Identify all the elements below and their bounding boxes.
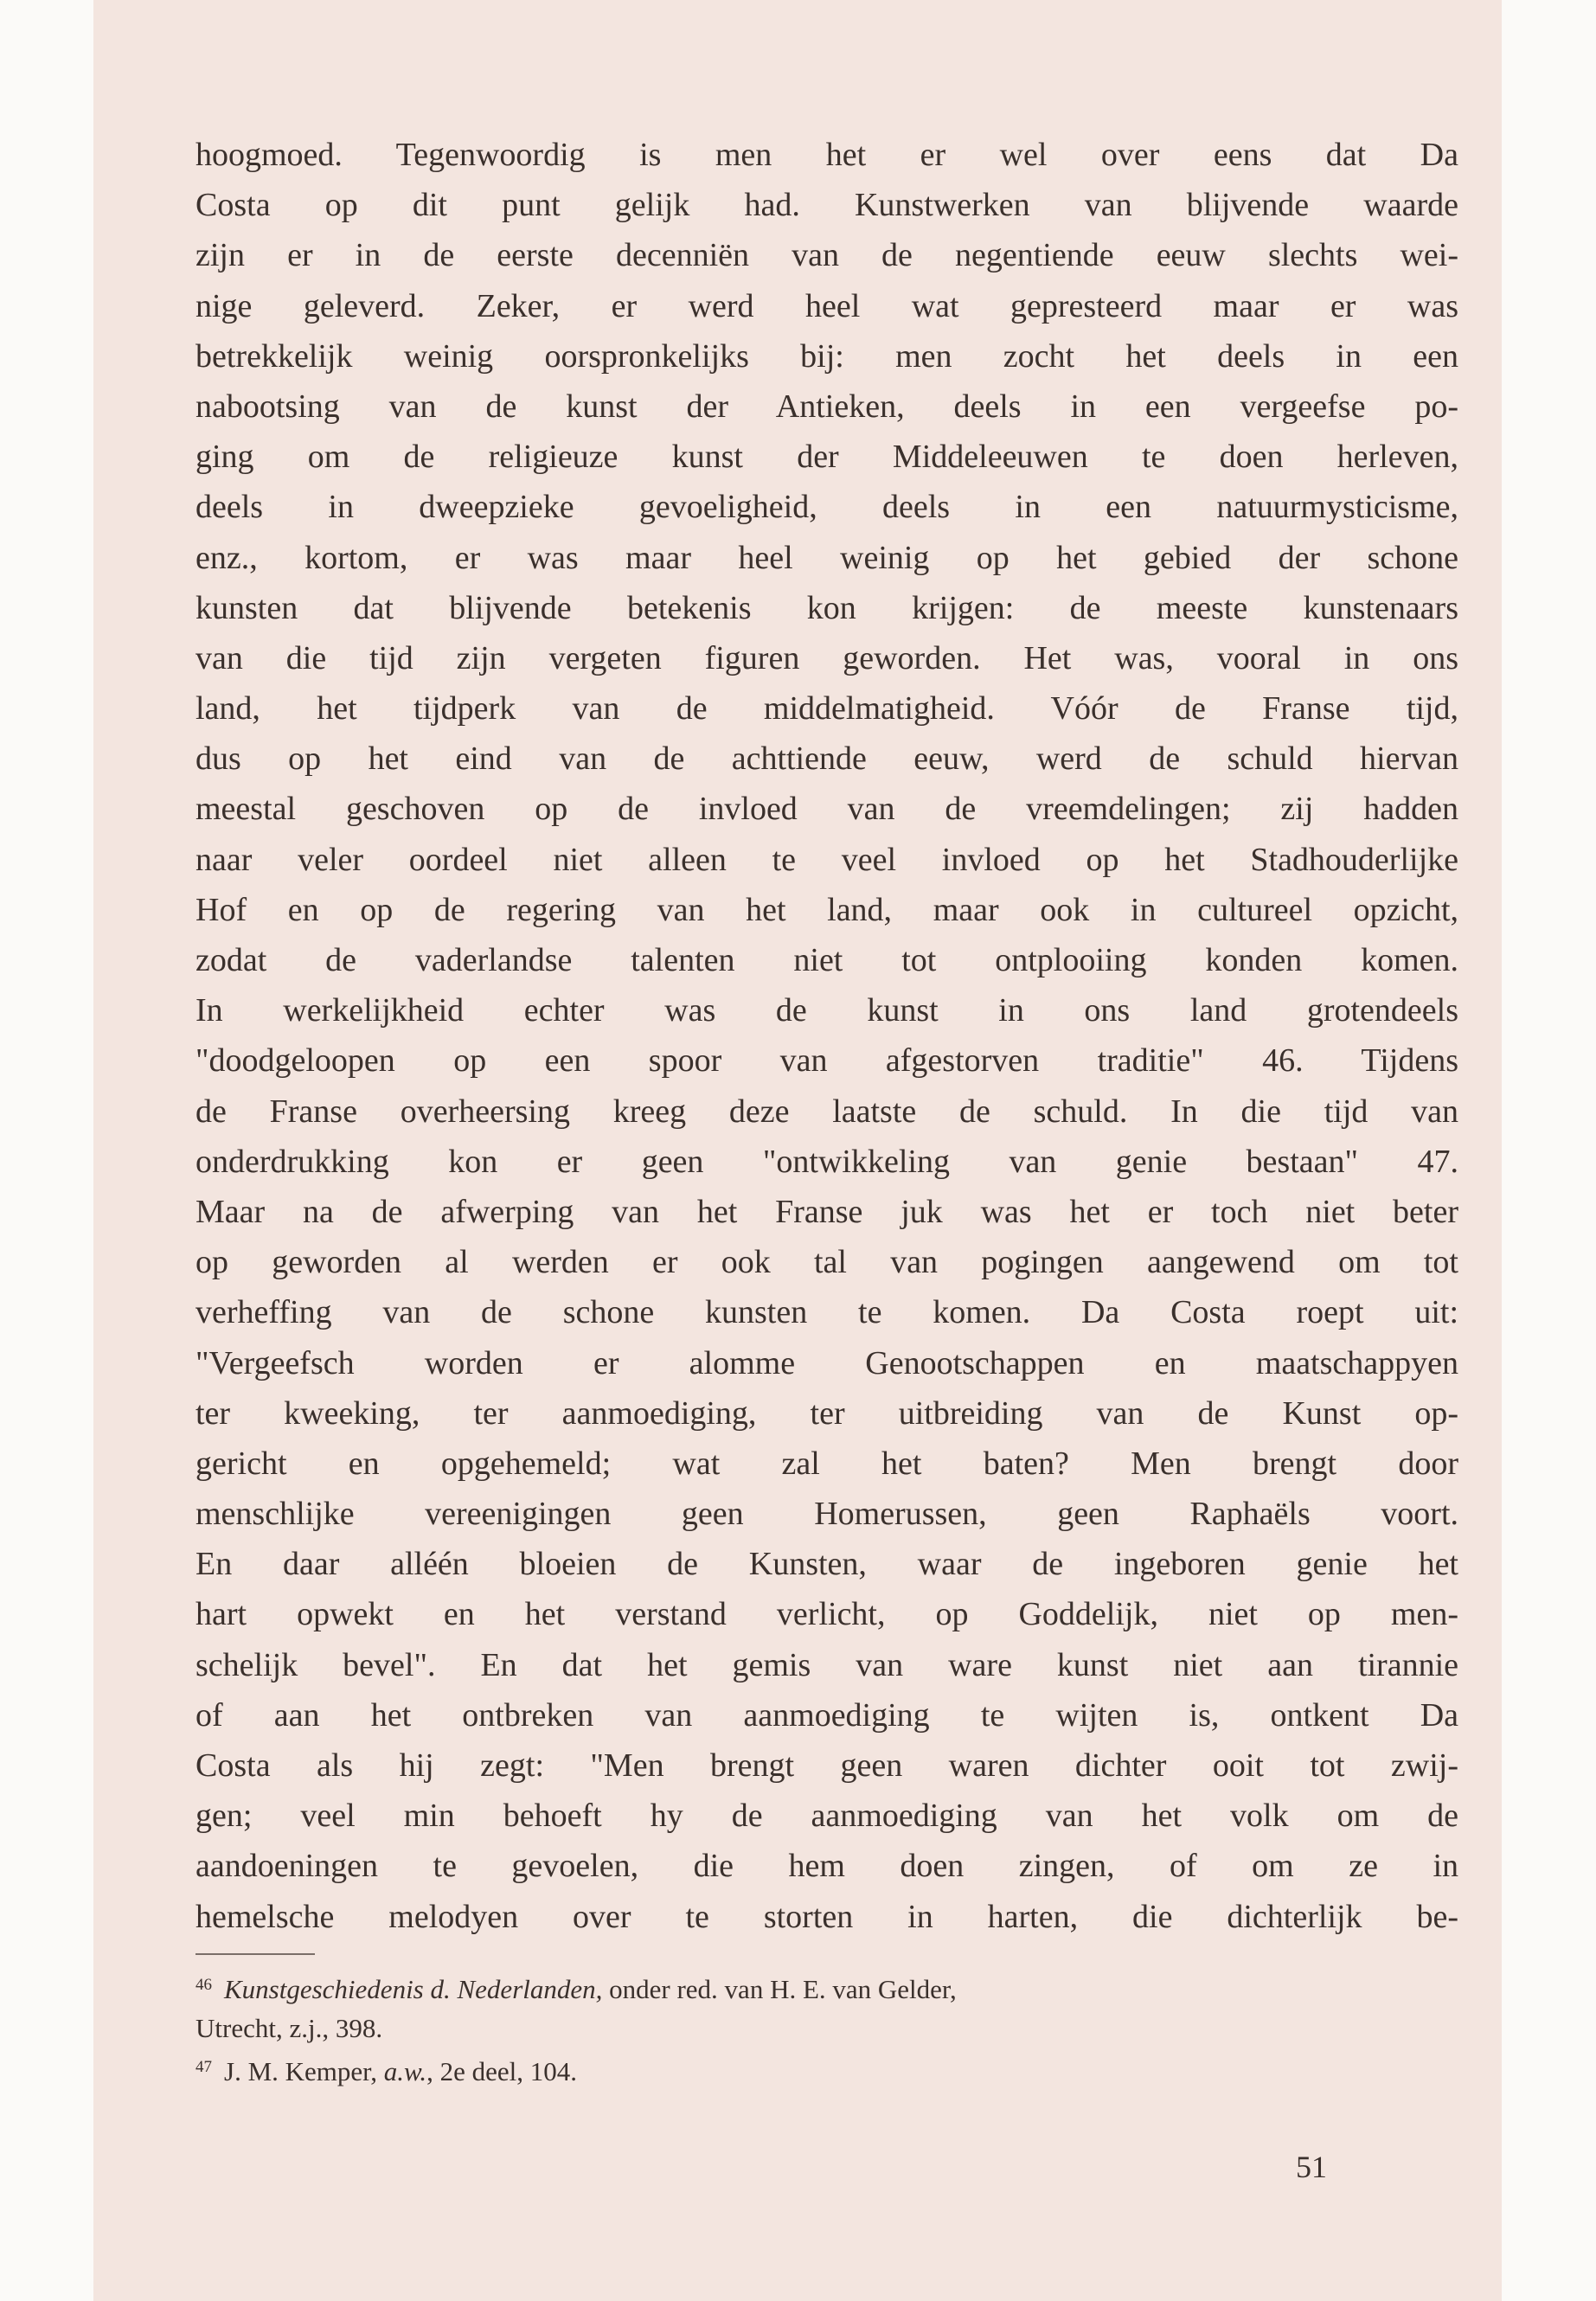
text-line: "Vergeefsch worden er alomme Genootschappen en maatschappyen	[195, 1344, 1458, 1381]
text-line: aandoeningen te gevoelen, die hem doen zingen, of om ze in	[195, 1848, 1458, 1885]
text-line: naar veler oordeel niet alleen te veel invloed op het Stadhouderlijke	[195, 841, 1458, 878]
text-line: Hof en op de regering van het land, maar ook in cultureel opzicht,	[195, 891, 1458, 928]
page-number: 51	[1296, 2150, 1327, 2184]
text-line: Costa op dit punt gelijk had. Kunstwerken van blijvende waarde	[195, 187, 1458, 224]
text-line: op geworden al werden er ook tal van pogingen aangewend om tot	[195, 1244, 1458, 1281]
footnote-text: J. M. Kemper,	[224, 2056, 384, 2086]
text-line: verheffing van de schone kunsten te komen. Da Costa roept uit:	[195, 1294, 1458, 1331]
footnote-46-continuation: Utrecht, z.j., 398.	[195, 2013, 383, 2043]
text-line: deels in dweepzieke gevoeligheid, deels in een natuurmysticisme,	[195, 489, 1458, 526]
text-line: land, het tijdperk van de middelmatigheid. Vóór de Franse tijd,	[195, 690, 1458, 727]
text-line: ter kweeking, ter aanmoediging, ter uitbreiding van de Kunst op-	[195, 1394, 1458, 1432]
footnote-marker: 47	[195, 2058, 212, 2076]
text-line: Maar na de afwerping van het Franse juk was het er toch niet beter	[195, 1193, 1458, 1230]
footnote-divider	[195, 1953, 315, 1955]
text-line: hart opwekt en het verstand verlicht, op Goddelijk, niet op men-	[195, 1596, 1458, 1633]
text-line: nige geleverd. Zeker, er werd heel wat gepresteerd maar er was	[195, 287, 1458, 324]
footnotes	[195, 1965, 1407, 2091]
text-line: "doodgeloopen op een spoor van afgestorven traditie" 46. Tijdens	[195, 1042, 1458, 1080]
text-line: zijn er in de eerste decenniën van de negentiende eeuw slechts wei-	[195, 237, 1458, 274]
text-line: hoogmoed. Tegenwoordig is men het er wel over eens dat Da	[195, 137, 1458, 173]
text-line: kunsten dat blijvende betekenis kon krijgen: de meeste kunstenaars	[195, 589, 1458, 626]
text-line: de Franse overheersing kreeg deze laatste de schuld. In die tijd van	[195, 1093, 1458, 1130]
body-text	[195, 130, 1458, 1942]
text-line: van die tijd zijn vergeten figuren geworden. Het was, vooral in ons	[195, 639, 1458, 676]
text-line: gericht en opgehemeld; wat zal het baten? Men brengt door	[195, 1445, 1458, 1482]
text-line: menschlijke vereenigingen geen Homerussen, geen Raphaëls voort.	[195, 1496, 1458, 1533]
text-line: enz., kortom, er was maar heel weinig op het gebied der schone	[195, 539, 1458, 576]
footnote-text: , 2e deel, 104.	[426, 2056, 578, 2086]
footnote-47	[195, 2048, 1407, 2091]
text-line: onderdrukking kon er geen "ontwikkeling van genie bestaan" 47.	[195, 1143, 1458, 1180]
text-line: Costa als hij zegt: "Men brengt geen waren dichter ooit tot zwij-	[195, 1747, 1458, 1784]
text-line: In werkelijkheid echter was de kunst in ons land grotendeels	[195, 992, 1458, 1029]
text-line: En daar alléén bloeien de Kunsten, waar de ingeboren genie het	[195, 1546, 1458, 1583]
text-line: ging om de religieuze kunst der Middeleeuwen te doen herleven,	[195, 439, 1458, 476]
footnote-text: onder red. van H. E. van Gelder,	[602, 1974, 957, 2004]
footnote-title: Kunstgeschiedenis d. Nederlanden,	[224, 1974, 603, 2004]
footnote-marker: 46	[195, 1976, 212, 1994]
book-page	[93, 0, 1502, 2301]
text-line: hemelsche melodyen over te storten in harten, die dichterlijk be-	[195, 1898, 1458, 1935]
footnote-title: a.w.	[383, 2056, 427, 2086]
text-line: schelijk bevel". En dat het gemis van ware kunst niet aan tirannie	[195, 1646, 1458, 1683]
text-line: betrekkelijk weinig oorspronkelijks bij: men zocht het deels in een	[195, 337, 1458, 375]
text-line: nabootsing van de kunst der Antieken, deels in een vergeefse po-	[195, 388, 1458, 425]
text-line: zodat de vaderlandse talenten niet tot ontplooiing konden komen.	[195, 942, 1458, 978]
text-line: meestal geschoven op de invloed van de vreemdelingen; zij hadden	[195, 791, 1458, 828]
text-line: gen; veel min behoeft hy de aanmoediging van het volk om de	[195, 1798, 1458, 1835]
text-line: dus op het eind van de achttiende eeuw, werd de schuld hiervan	[195, 740, 1458, 778]
text-line: of aan het ontbreken van aanmoediging te wijten is, ontkent Da	[195, 1696, 1458, 1734]
footnote-46	[195, 1965, 1407, 2009]
